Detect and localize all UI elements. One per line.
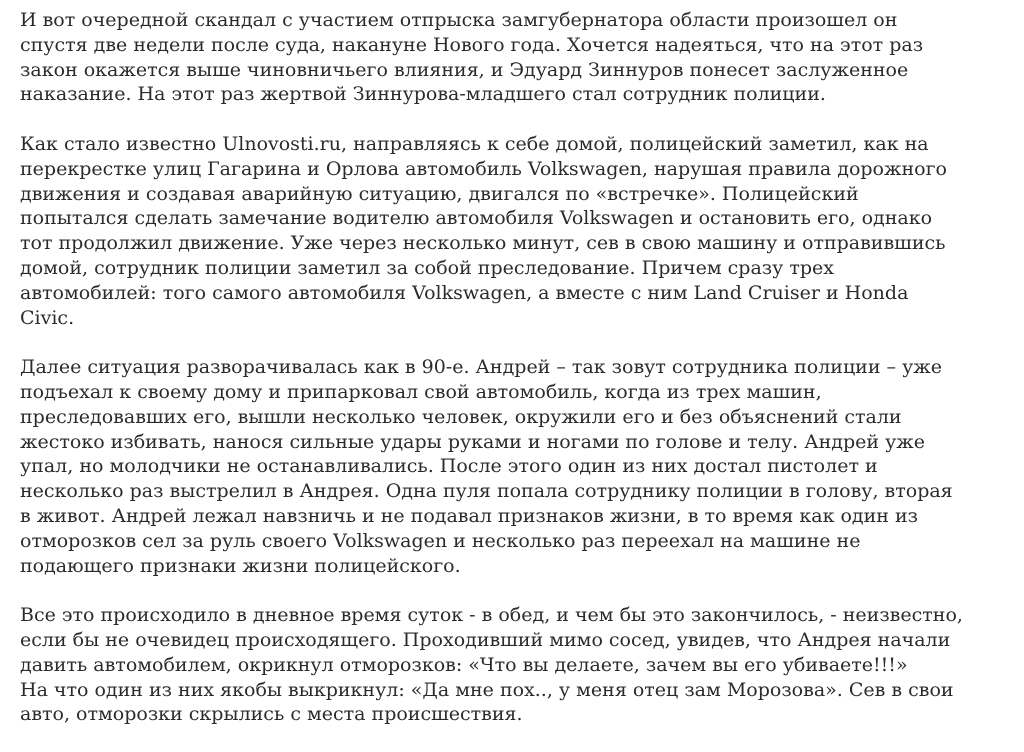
text-line: жестоко избивать, нанося сильные удары руками и ногами по голове и телу. Андрей уже: [20, 430, 926, 453]
text-line: домой, сотрудник полиции заметил за собой преследование. Причем сразу трех: [20, 256, 834, 279]
text-line: движения и создавая аварийную ситуацию, двигался по «встречке». Полицейский: [20, 182, 859, 205]
text-line: если бы не очевидец происходящего. Проходивший мимо сосед, увидев, что Андрея начали: [20, 628, 951, 651]
text-line: Civic.: [20, 306, 75, 329]
paragraph-2: [20, 132, 1004, 330]
article-body: [20, 0, 1004, 752]
text-line: попытался сделать замечание водителю автомобиля Volkswagen и остановить его, однако: [20, 207, 933, 230]
text-line: перекрестке улиц Гагарина и Орлова автомобиль Volkswagen, нарушая правила дорожного: [20, 157, 947, 180]
text-line: И вот очередной скандал с участием отпрыска замгубернатора области произошел он: [20, 9, 898, 31]
text-line: наказание. На этот раз жертвой Зиннурова-младшего стал сотрудник полиции.: [20, 83, 826, 106]
text-line: давить автомобилем, окрикнул отморозков: «Что вы делаете, зачем вы его убиваете!!!»: [20, 653, 908, 676]
text-line: несколько раз выстрелил в Андрея. Одна пуля попала сотруднику полиции в голову, вторая: [20, 480, 953, 503]
text-line: Далее ситуация разворачивалась как в 90-е. Андрей – так зовут сотрудника полиции – уже: [20, 356, 942, 379]
text-line: Как стало известно Ulnovosti.ru, направляясь к себе домой, полицейский заметил, как на: [20, 132, 929, 155]
text-line: подающего признаки жизни полицейского.: [20, 554, 461, 577]
text-line: закон окажется выше чиновничьего влияния, и Эдуард Зиннуров понесет заслуженное: [20, 58, 909, 81]
paragraph-1: [20, 8, 1004, 107]
text-line: На что один из них якобы выкрикнул: «Да мне пох.., у меня отец зам Морозова». Сев в свои: [20, 678, 954, 701]
text-line: авто, отморозки скрылись с места происшествия.: [20, 703, 523, 726]
text-line: спустя две недели после суда, накануне Нового года. Хочется надеяться, что на этот раз: [20, 33, 924, 56]
text-line: упал, но молодчики не останавливались. После этого один из них достал пистолет и: [20, 455, 878, 478]
text-line: Все это происходило в дневное время суток - в обед, и чем бы это закончилось, - неизвестно,: [20, 604, 963, 627]
text-line: автомобилей: того самого автомобиля Volkswagen, а вместе с ним Land Cruiser и Honda: [20, 281, 909, 304]
text-line: тот продолжил движение. Уже через несколько минут, сев в свою машину и отправившись: [20, 232, 946, 255]
text-line: в живот. Андрей лежал навзничь и не подавал признаков жизни, в то время как один из: [20, 504, 919, 527]
paragraph-3: [20, 355, 1004, 578]
text-line: отморозков сел за руль своего Volkswagen и несколько раз переехал на машине не: [20, 529, 861, 552]
text-line: преследовавших его, вышли несколько человек, окружили его и без объяснений стали: [20, 405, 902, 428]
paragraph-4: [20, 603, 1004, 727]
text-line: подъехал к своему дому и припарковал свой автомобиль, когда из трех машин,: [20, 380, 822, 403]
